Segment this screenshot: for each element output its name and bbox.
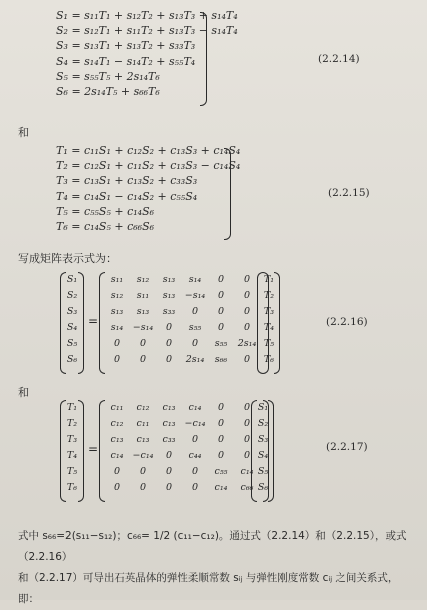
matrix-cell: −s₁₄	[132, 322, 154, 333]
compliance-matrix	[104, 274, 264, 370]
equation-row: T₂ = c₁₂S₁ + c₁₁S₂ + c₁₃S₃ − c₁₄S₄	[56, 159, 241, 173]
vector-entry: T₆	[263, 354, 275, 365]
matrix-cell: c₁₃	[162, 418, 176, 429]
matrix-cell: s₆₆	[214, 354, 228, 365]
equation-row: T₄ = c₁₄S₁ − c₁₄S₂ + c₅₅S₄	[56, 189, 198, 203]
matrix-cell: 2s₁₄	[237, 338, 257, 349]
matrix-cell: 0	[113, 354, 121, 365]
matrix-cell: 0	[113, 466, 121, 477]
matrix-cell: c₃₃	[162, 434, 176, 445]
closing-paragraph	[18, 526, 416, 610]
matrix-cell: c₅₅	[214, 466, 228, 477]
vector-entry: T₁	[66, 402, 78, 413]
vector-entry: S₄	[66, 322, 78, 333]
matrix-cell: s₁₂	[136, 274, 150, 285]
equation-row: T₆ = c₁₄S₅ + c₆₆S₆	[56, 219, 155, 233]
equation-system-2-2-14	[56, 8, 238, 99]
equation-row: S₁ = s₁₁T₁ + s₁₂T₂ + s₁₃T₃ + s₁₄T₄	[56, 9, 238, 22]
matrix-cell: 0	[191, 482, 199, 493]
equation-row: T₁ = c₁₁S₁ + c₁₂S₂ + c₁₃S₃ + c₁₄S₄	[56, 144, 241, 157]
matrix-cell: 0	[217, 402, 225, 413]
connector-word: 和	[18, 126, 29, 139]
matrix-cell: c₁₂	[110, 418, 124, 429]
matrix-cell: c₁₃	[162, 402, 176, 413]
paragraph-line: 即：	[18, 593, 39, 605]
lhs-vector	[64, 274, 80, 370]
matrix-cell: 0	[113, 338, 121, 349]
matrix-cell: 0	[243, 434, 251, 445]
vector-entry: S₁	[66, 274, 78, 285]
matrix-cell: c₁₄	[240, 466, 254, 477]
equation-row: S₃ = s₁₃T₁ + s₁₃T₂ + s₃₃T₃	[56, 39, 196, 53]
matrix-cell: s₁₃	[136, 306, 150, 317]
matrix-cell: c₄₄	[188, 450, 202, 461]
matrix-cell: s₁₄	[188, 274, 202, 285]
vector-entry: S₁	[257, 402, 269, 413]
rhs-vector	[255, 402, 271, 498]
matrix-cell: s₁₃	[162, 274, 176, 285]
vector-entry: S₄	[257, 450, 269, 461]
vector-entry: T₁	[263, 274, 275, 285]
vector-entry: S₃	[66, 306, 78, 317]
rhs-vector	[261, 274, 277, 370]
matrix-cell: c₁₃	[136, 434, 150, 445]
matrix-cell: c₁₃	[110, 434, 124, 445]
vector-entry: T₃	[263, 306, 275, 317]
matrix-cell: 0	[243, 450, 251, 461]
matrix-cell: s₁₁	[110, 274, 124, 285]
matrix-cell: 0	[191, 466, 199, 477]
vector-entry: T₅	[66, 466, 78, 477]
matrix-cell: 0	[217, 322, 225, 333]
matrix-cell: −c₁₄	[132, 450, 154, 461]
vector-entry: T₄	[66, 450, 78, 461]
matrix-cell: 0	[191, 338, 199, 349]
matrix-cell: 0	[217, 418, 225, 429]
matrix-cell: 0	[191, 434, 199, 445]
matrix-intro-text: 写成矩阵表示式为：	[18, 252, 117, 265]
matrix-cell: s₁₃	[110, 306, 124, 317]
matrix-cell: c₁₂	[136, 402, 150, 413]
matrix-cell: s₁₄	[110, 322, 124, 333]
matrix-cell: s₁₃	[162, 290, 176, 301]
matrix-cell: 0	[165, 322, 173, 333]
matrix-cell: 0	[139, 482, 147, 493]
matrix-cell: 0	[165, 354, 173, 365]
matrix-cell: 0	[243, 418, 251, 429]
matrix-cell: s₁₁	[136, 290, 150, 301]
matrix-cell: 0	[165, 466, 173, 477]
paragraph-line: 式中 s₆₆=2(s₁₁−s₁₂)；c₆₆= 1/2 (c₁₁−c₁₂)。通过式（2.2.14）和（2.2.15），或式（2.2.16）	[18, 530, 407, 563]
matrix-cell: s₁₂	[110, 290, 124, 301]
equation-row: S₄ = s₁₄T₁ − s₁₄T₂ + s₅₅T₄	[56, 54, 196, 68]
matrix-cell: 0	[165, 338, 173, 349]
matrix-cell: 0	[217, 434, 225, 445]
vector-entry: S₂	[66, 290, 78, 301]
equation-number: (2.2.15)	[328, 187, 370, 199]
vector-entry: S₂	[257, 418, 269, 429]
matrix-cell: c₁₄	[214, 482, 228, 493]
connector-word: 和	[18, 386, 29, 399]
equation-row: T₃ = c₁₃S₁ + c₁₃S₂ + c₃₃S₃	[56, 174, 198, 188]
matrix-cell: 0	[217, 274, 225, 285]
matrix-cell: s₅₅	[188, 322, 202, 333]
matrix-cell: 0	[243, 274, 251, 285]
vector-entry: S₆	[257, 482, 269, 493]
matrix-cell: 0	[243, 322, 251, 333]
matrix-cell: 0	[191, 306, 199, 317]
equation-row: S₅ = s₅₅T₅ + 2s₁₄T₆	[56, 69, 160, 83]
stiffness-matrix	[104, 402, 264, 498]
matrix-cell: 0	[243, 290, 251, 301]
matrix-cell: −c₁₄	[184, 418, 206, 429]
matrix-cell: 0	[243, 354, 251, 365]
vector-entry: S₃	[257, 434, 269, 445]
vector-entry: T₂	[263, 290, 275, 301]
matrix-cell: c₁₄	[110, 450, 124, 461]
matrix-cell: 0	[243, 306, 251, 317]
vector-entry: T₂	[66, 418, 78, 429]
equation-number: (2.2.17)	[326, 441, 368, 453]
matrix-cell: 0	[113, 482, 121, 493]
vector-entry: S₆	[66, 354, 78, 365]
matrix-cell: 0	[139, 466, 147, 477]
equation-system-2-2-15	[56, 143, 240, 234]
equation-row: S₂ = s₁₂T₁ + s₁₁T₂ + s₁₃T₃ − s₁₄T₄	[56, 24, 238, 38]
matrix-cell: c₁₄	[188, 402, 202, 413]
matrix-cell: −s₁₄	[184, 290, 206, 301]
right-brace	[200, 12, 207, 106]
matrix-cell: 0	[165, 482, 173, 493]
vector-entry: S₅	[257, 466, 269, 477]
matrix-cell: c₁₁	[110, 402, 124, 413]
matrix-cell: 0	[217, 450, 225, 461]
matrix-cell: 0	[243, 402, 251, 413]
equals-sign: =	[88, 314, 99, 328]
vector-entry: S₅	[66, 338, 78, 349]
paragraph-line: 和（2.2.17）可导出石英晶体的弹性柔顺常数 sᵢⱼ 与弹性刚度常数 cᵢⱼ 之间关系式，	[18, 572, 399, 584]
equation-number: (2.2.14)	[318, 53, 360, 65]
equation-row: S₆ = 2s₁₄T₅ + s₆₆T₆	[56, 84, 160, 98]
equals-sign: =	[88, 442, 99, 456]
matrix-cell: 2s₁₄	[185, 354, 205, 365]
matrix-cell: s₃₃	[162, 306, 176, 317]
matrix-cell: 0	[217, 290, 225, 301]
matrix-cell: c₆₆	[240, 482, 254, 493]
right-brace	[224, 148, 231, 240]
vector-entry: T₆	[66, 482, 78, 493]
vector-entry: T₃	[66, 434, 78, 445]
matrix-cell: c₁₁	[136, 418, 150, 429]
vector-entry: T₅	[263, 338, 275, 349]
matrix-cell: 0	[139, 354, 147, 365]
matrix-cell: 0	[217, 306, 225, 317]
vector-entry: T₄	[263, 322, 275, 333]
matrix-cell: 0	[139, 338, 147, 349]
matrix-cell: 0	[165, 450, 173, 461]
lhs-vector	[64, 402, 80, 498]
equation-row: T₅ = c₅₅S₅ + c₁₄S₆	[56, 204, 155, 218]
equation-number: (2.2.16)	[326, 316, 368, 328]
matrix-cell: s₅₅	[214, 338, 228, 349]
